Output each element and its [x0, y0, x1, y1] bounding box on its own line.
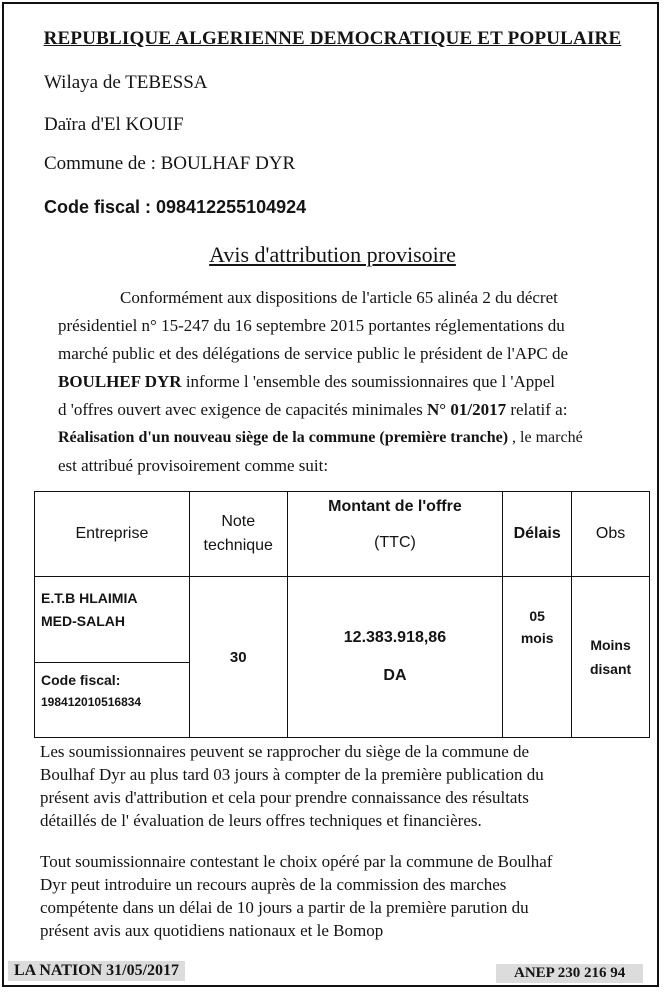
notice1-line-1: Les soumissionnaires peuvent se rapprocher du siège de la commune de: [40, 742, 530, 761]
republic-heading: REPUBLIQUE ALGERIENNE DEMOCRATIQUE ET POPULAIRE: [43, 28, 622, 49]
project-name: Réalisation d'un nouveau siège de la commune (première tranche): [58, 429, 509, 446]
montant-currency: DA: [383, 667, 407, 685]
table-header-row: [35, 492, 650, 577]
code-fiscal-line: Code fiscal : 098412255104924: [44, 197, 307, 217]
commune-line: Commune de : BOULHAF DYR: [44, 153, 296, 174]
daira-line: Daïra d'El KOUIF: [44, 114, 184, 135]
notice2-line-4: présent avis aux quotidiens nationaux et le Bomop: [40, 921, 384, 940]
entreprise-cell: [35, 577, 190, 663]
intro-line-5-end: relatif a:: [506, 400, 568, 419]
header-note-line-2: technique: [203, 537, 273, 555]
notice2-line-2: Dyr peut introduire un recours auprès de la commission des marches: [40, 875, 507, 894]
anep-reference: ANEP 230 216 94: [496, 964, 643, 983]
montant-cell: [287, 577, 503, 738]
wilaya-line: Wilaya de TEBESSA: [44, 72, 208, 93]
montant-value: 12.383.918,86: [343, 629, 447, 647]
notice1-line-3: présent avis d'attribution et cela pour prendre connaissance des résultats: [40, 788, 529, 807]
header-delais: Délais: [503, 492, 572, 577]
table-row: [35, 577, 650, 663]
intro-line-5: [58, 396, 567, 424]
intro-line-4: [58, 368, 555, 396]
notice2-line-3: compétente dans un délai de 10 jours a partir de la première parution du: [40, 898, 529, 917]
header-note: [189, 492, 287, 577]
entreprise-code-label: Code fiscal:: [41, 672, 121, 689]
note-cell: 30: [189, 577, 287, 738]
delais-value: 05: [529, 608, 545, 625]
attribution-table: [34, 491, 650, 738]
intro-line-4-text: informe l 'ensemble des soumissionnaires que l 'Appel: [181, 372, 556, 391]
obs-cell: [572, 577, 650, 738]
delais-unit: mois: [520, 630, 554, 647]
intro-line-5-text: d 'offres ouvert avec exigence de capacités minimales: [58, 400, 428, 419]
entreprise-name-line-1: E.T.B HLAIMIA: [41, 590, 138, 607]
intro-line-6-text: , le marché: [508, 429, 583, 446]
entreprise-code-cell: [35, 663, 190, 738]
notice-frame: [2, 2, 659, 987]
header-entreprise: Entreprise: [35, 492, 190, 577]
entreprise-code-value: 198412010516834: [41, 695, 142, 710]
header-note-line-1: Note: [221, 513, 256, 531]
notice-title: Avis d'attribution provisoire: [209, 242, 456, 267]
apc-name: BOULHEF DYR: [58, 372, 182, 391]
notice2-line-1: Tout soumissionnaire contestant le choix opéré par la commune de Boulhaf: [40, 852, 553, 871]
intro-line-2: présidentiel n° 15-247 du 16 septembre 2015 portantes réglementations du: [58, 316, 565, 335]
obs-line-2: disant: [589, 661, 632, 678]
header-obs: Obs: [572, 492, 650, 577]
header-montant-line-1: Montant de l'offre: [328, 498, 462, 515]
entreprise-name-line-2: MED-SALAH: [41, 613, 125, 630]
obs-line-1: Moins: [590, 637, 631, 654]
intro-line-1: Conformément aux dispositions de l'article 65 alinéa 2 du décret: [120, 288, 558, 307]
intro-line-7: est attribué provisoirement comme suit:: [58, 456, 329, 475]
intro-line-3: marché public et des délégations de service public le président de l'APC de: [58, 344, 569, 363]
notice1-line-2: Boulhaf Dyr au plus tard 03 jours à compter de la première publication du: [40, 765, 544, 784]
delais-cell: [503, 577, 572, 738]
notice1-line-4: détaillés de l' évaluation de leurs offres techniques et financières.: [40, 811, 482, 830]
header-montant: [287, 492, 503, 577]
header-montant-line-2: (TTC): [374, 534, 416, 551]
publication-label: LA NATION 31/05/2017: [8, 961, 185, 981]
tender-number: N° 01/2017: [427, 400, 507, 419]
intro-line-6: [58, 424, 583, 452]
